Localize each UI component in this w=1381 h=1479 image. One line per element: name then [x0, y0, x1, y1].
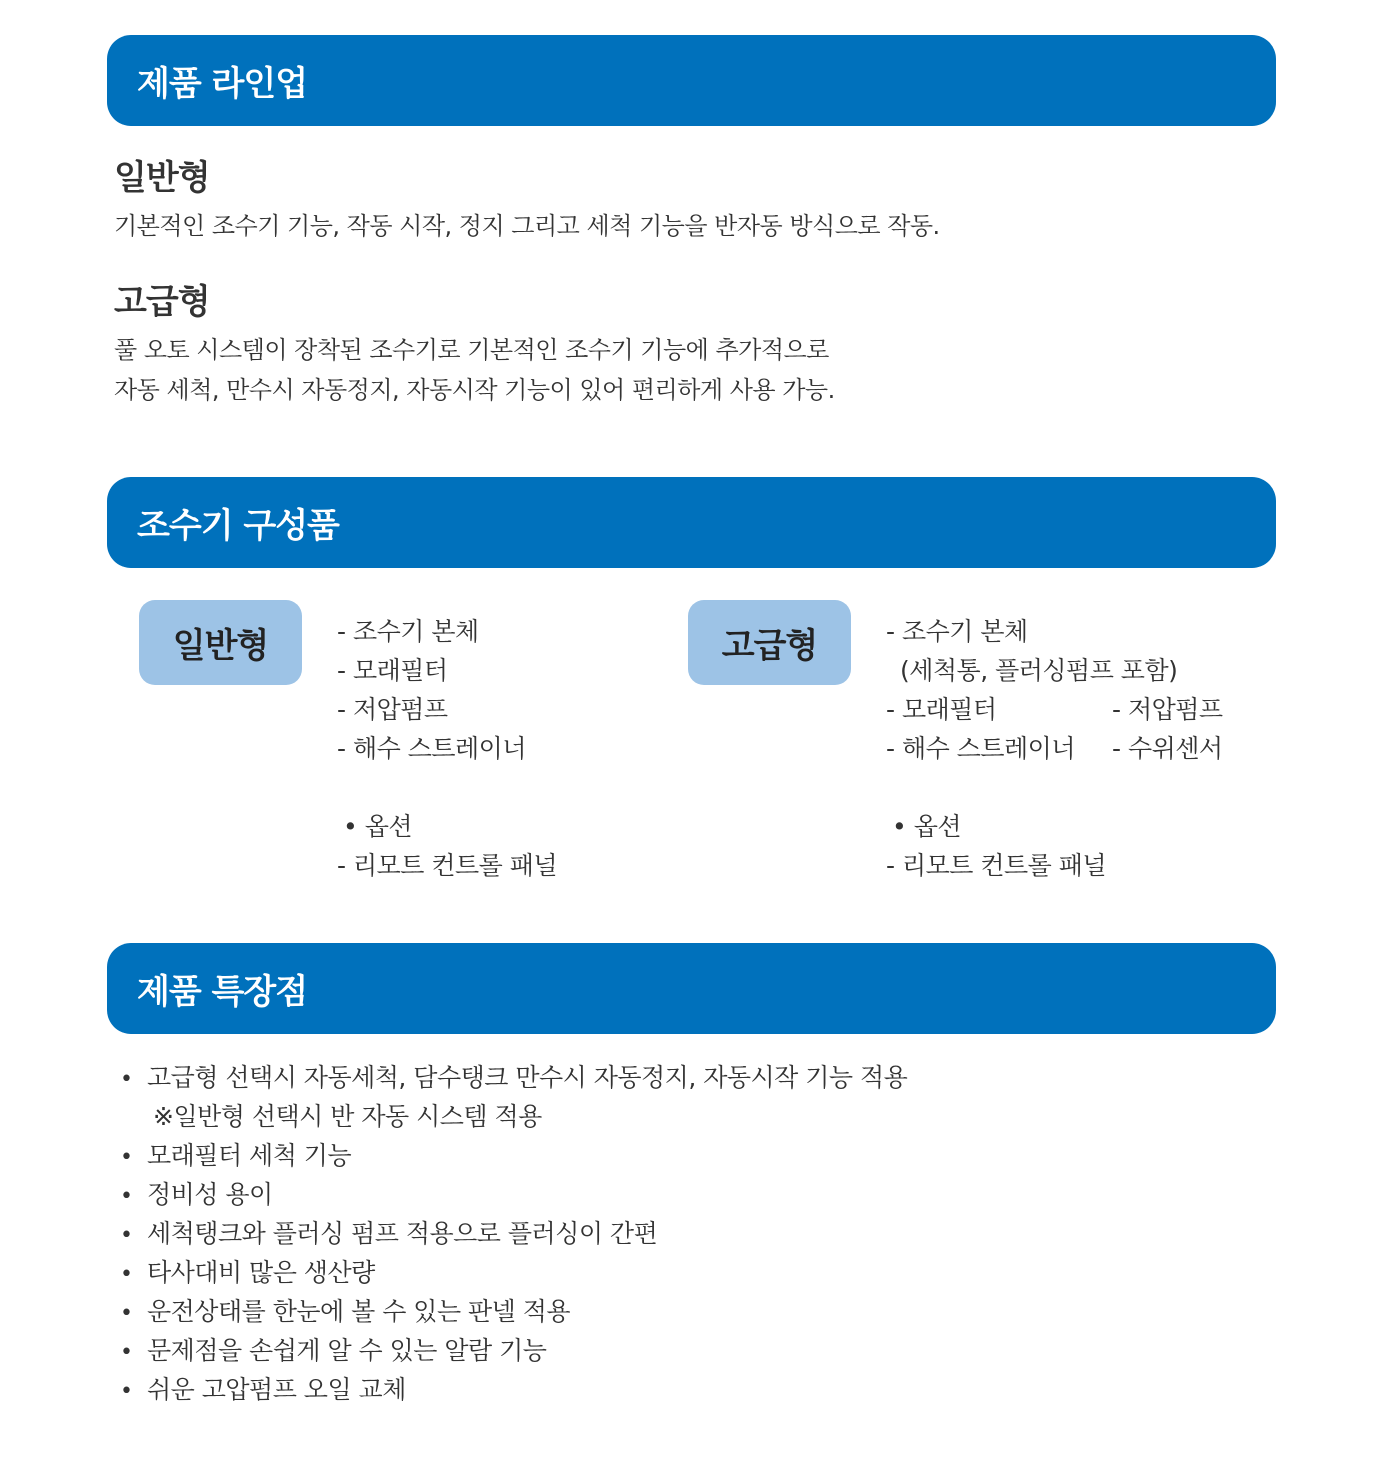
bullet-icon: •: [120, 1262, 133, 1287]
premium-type-title: 고급형: [114, 282, 210, 322]
bullet-icon: •: [120, 1340, 133, 1365]
feature-text: 모래필터 세척 기능: [147, 1141, 352, 1170]
premium-component-item: - 모래필터: [886, 695, 997, 724]
feature-text: 쉬운 고압펌프 오일 교체: [147, 1375, 406, 1404]
feature-item: [120, 1058, 907, 1097]
basic-type-title: 일반형: [114, 158, 210, 198]
feature-item: [120, 1331, 907, 1370]
feature-item: [120, 1292, 907, 1331]
basic-type-desc: 기본적인 조수기 기능, 작동 시작, 정지 그리고 세척 기능을 반자동 방식으로 작동.: [114, 212, 940, 240]
bullet-icon: •: [120, 1301, 133, 1326]
feature-text: 세척탱크와 플러싱 펌프 적용으로 플러싱이 간편: [147, 1219, 658, 1248]
basic-component-item: - 모래필터: [337, 656, 448, 685]
feature-item: [120, 1253, 907, 1292]
feature-item: [120, 1175, 907, 1214]
feature-item: [120, 1214, 907, 1253]
basic-component-item: - 저압펌프: [337, 695, 448, 724]
premium-badge: 고급형: [688, 600, 851, 685]
feature-text: 고급형 선택시 자동세척, 담수탱크 만수시 자동정지, 자동시작 기능 적용: [147, 1063, 908, 1092]
feature-item: [120, 1370, 907, 1409]
feature-text: 문제점을 손쉽게 알 수 있는 알람 기능: [147, 1336, 547, 1365]
bullet-icon: •: [120, 1223, 133, 1248]
bullet-icon: •: [120, 1067, 133, 1092]
feature-item: [120, 1136, 907, 1175]
feature-text: 운전상태를 한눈에 볼 수 있는 판넬 적용: [147, 1297, 571, 1326]
components-header: [107, 477, 1276, 568]
feature-text: 정비성 용이: [147, 1180, 273, 1209]
premium-option-label: • 옵션: [892, 812, 961, 841]
components-header-title: 조수기 구성품: [137, 506, 339, 546]
lineup-header-title: 제품 라인업: [137, 64, 308, 104]
features-header: [107, 943, 1276, 1034]
feature-list: [120, 1058, 907, 1409]
premium-component-item: - 수위센서: [1112, 734, 1223, 763]
feature-text: 타사대비 많은 생산량: [147, 1258, 375, 1287]
premium-option-item: - 리모트 컨트롤 패널: [886, 851, 1107, 880]
premium-component-item: - 조수기 본체: [886, 617, 1028, 646]
basic-component-item: - 해수 스트레이너: [337, 734, 526, 763]
bullet-icon: •: [120, 1379, 133, 1404]
premium-type-desc-line1: 풀 오토 시스템이 장착된 조수기로 기본적인 조수기 기능에 추가적으로: [114, 336, 829, 364]
basic-option-item: - 리모트 컨트롤 패널: [337, 851, 558, 880]
features-header-title: 제품 특장점: [137, 972, 308, 1012]
basic-badge: 일반형: [139, 600, 302, 685]
premium-component-item: - 해수 스트레이너: [886, 734, 1075, 763]
basic-option-label: • 옵션: [343, 812, 412, 841]
bullet-icon: •: [120, 1184, 133, 1209]
premium-type-desc-line2: 자동 세척, 만수시 자동정지, 자동시작 기능이 있어 편리하게 사용 가능.: [114, 376, 835, 404]
premium-component-item: - 저압펌프: [1112, 695, 1223, 724]
feature-note: ※일반형 선택시 반 자동 시스템 적용: [153, 1102, 542, 1131]
premium-component-note: (세척통, 플러싱펌프 포함): [900, 656, 1178, 685]
lineup-header: [107, 35, 1276, 126]
basic-component-item: - 조수기 본체: [337, 617, 479, 646]
bullet-icon: •: [120, 1145, 133, 1170]
